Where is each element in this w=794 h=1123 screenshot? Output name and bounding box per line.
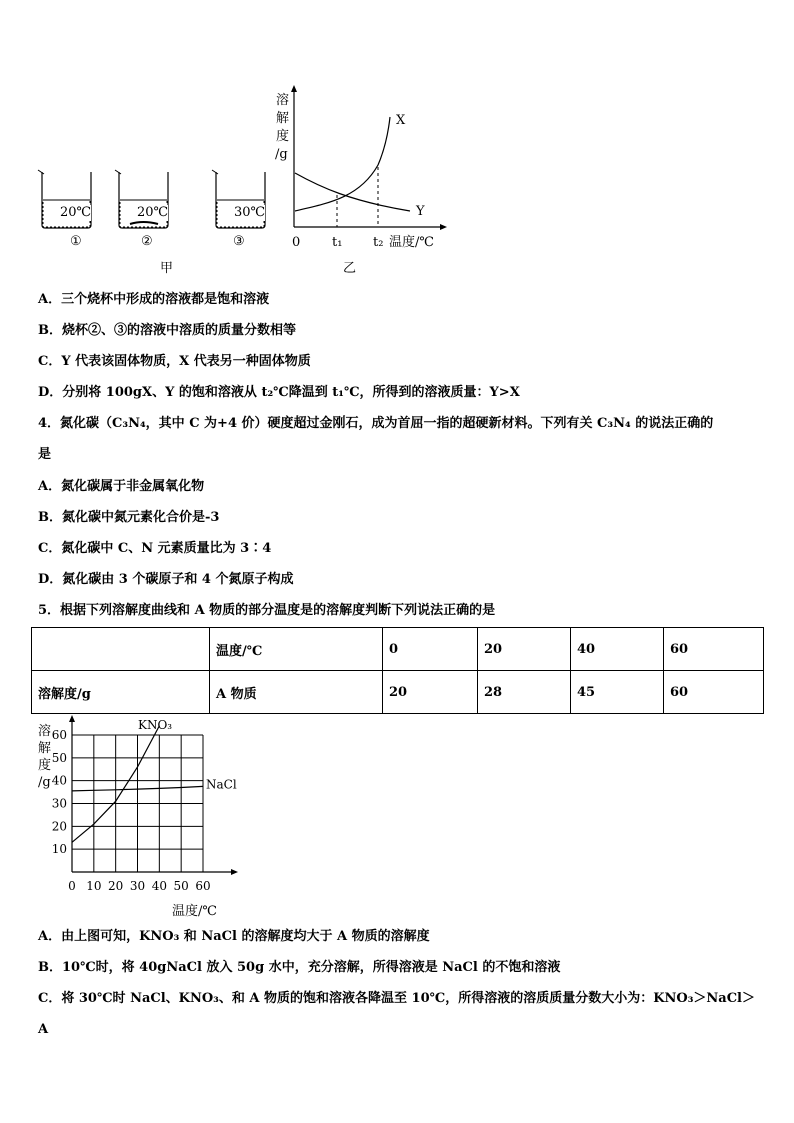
solubility-table (31, 627, 764, 714)
table-row (32, 671, 764, 714)
q3-option-d: D．分别将 100gX、Y 的饱和溶液从 t₂℃降温到 t₁℃，所得到的溶液质量：Y>X (38, 385, 520, 400)
y-axis-arrow (69, 715, 75, 722)
y-tick-label: 40 (51, 773, 67, 788)
x-tick-label: 20 (108, 879, 124, 893)
table-cell: 温度/℃ (210, 628, 383, 671)
q4-option-a: A．氮化碳属于非金属氧化物 (38, 479, 205, 494)
table-cell: 45 (571, 671, 664, 714)
curve-x (295, 117, 390, 211)
series-label-nacl: NaCl (206, 777, 237, 792)
x-tick-label: 50 (173, 879, 189, 893)
y-axis-label: 度 (38, 758, 52, 773)
table-cell: 20 (383, 671, 478, 714)
q5-option-c-line2: A (38, 1022, 49, 1037)
graph-t1: t₁ (332, 235, 343, 250)
table-cell: 20 (478, 628, 571, 671)
beaker-1-temp: 20℃ (60, 205, 92, 220)
table-cell: A 物质 (210, 671, 383, 714)
table-cell: 60 (664, 671, 764, 714)
beaker-2-temp: 20℃ (137, 205, 169, 220)
q3-option-a: A．三个烧杯中形成的溶液都是饱和溶液 (38, 292, 270, 307)
table-cell: 60 (664, 628, 764, 671)
y-tick-label: 30 (51, 796, 67, 811)
y-axis-label: 解 (38, 741, 52, 756)
q5-option-c-line1: C．将 30℃时 NaCl、KNO₃、和 A 物质的饱和溶液各降温至 10℃，所得溶液的溶质质量分数大小为：KNO₃＞NaCl＞ (38, 991, 755, 1006)
table-cell: 0 (383, 628, 478, 671)
y-tick-label: 60 (51, 728, 67, 742)
table-row (32, 628, 764, 671)
y-tick-label: 20 (51, 819, 67, 834)
q4-stem-line2: 是 (38, 447, 52, 462)
x-axis-label: 温度/℃ (172, 904, 217, 919)
y-axis-label: /g (38, 775, 51, 790)
table-cell: 溶解度/g (32, 671, 210, 714)
beaker-3-temp: 30℃ (234, 205, 266, 220)
graph-ylabel-4: /g (275, 147, 288, 162)
table-cell (32, 628, 210, 671)
beaker-2-label: ② (141, 234, 153, 249)
q3-option-b: B．烧杯②、③的溶液中溶质的质量分数相等 (38, 323, 296, 338)
q3-option-c: C．Y 代表该固体物质，X 代表另一种固体物质 (38, 354, 311, 369)
x-tick-label: 60 (195, 879, 211, 893)
x-tick-label: 10 (86, 879, 102, 893)
q4-option-c: C．氮化碳中 C、N 元素质量比为 3∶4 (38, 541, 272, 556)
graph-t2: t₂ (373, 235, 384, 250)
y-tick-label: 10 (51, 842, 67, 857)
graph-ylabel-3: 度 (276, 129, 290, 144)
graph-origin: 0 (292, 235, 301, 250)
beaker-1-label: ① (70, 234, 82, 249)
x-tick-label: 40 (151, 879, 167, 893)
q4-stem-line1: 4．氮化碳（C₃N₄，其中 C 为+4 价）硬度超过金刚石，成为首屈一指的超硬新材料。下列有关 C₃N₄ 的说法正确的 (38, 416, 714, 431)
figure-label-yi: 乙 (343, 261, 357, 276)
curve-y-label: Y (416, 204, 425, 219)
q4-option-d: D．氮化碳由 3 个碳原子和 4 个氮原子构成 (38, 572, 294, 587)
x-tick-label: 30 (129, 879, 146, 893)
beaker-3-label: ③ (233, 234, 245, 249)
q5-option-a: A．由上图可知，KNO₃ 和 NaCl 的溶解度均大于 A 物质的溶解度 (38, 929, 430, 944)
table-cell: 40 (571, 628, 664, 671)
solubility-graph-xy (280, 85, 450, 245)
y-axis-label: 溶 (38, 724, 52, 739)
x-tick-label: 0 (68, 879, 76, 893)
series-label-kno3: KNO₃ (138, 718, 173, 732)
q5-stem: 5．根据下列溶解度曲线和 A 物质的部分温度是的溶解度判断下列说法正确的是 (38, 603, 496, 618)
graph-ylabel-1: 溶 (276, 93, 290, 108)
q5-option-b: B．10℃时，将 40gNaCl 放入 50g 水中，充分溶解，所得溶液是 NaCl 的不饱和溶液 (38, 960, 561, 975)
y-tick-label: 50 (51, 750, 67, 765)
table-cell: 28 (478, 671, 571, 714)
graph-ylabel-2: 解 (276, 111, 290, 126)
x-axis-arrow (231, 869, 238, 875)
solubility-chart (30, 715, 250, 920)
curve-x-label: X (396, 113, 406, 128)
figure-label-jia: 甲 (160, 261, 174, 276)
q4-option-b: B．氮化碳中氮元素化合价是-3 (38, 510, 220, 525)
graph-xlabel: 温度/℃ (389, 235, 434, 250)
